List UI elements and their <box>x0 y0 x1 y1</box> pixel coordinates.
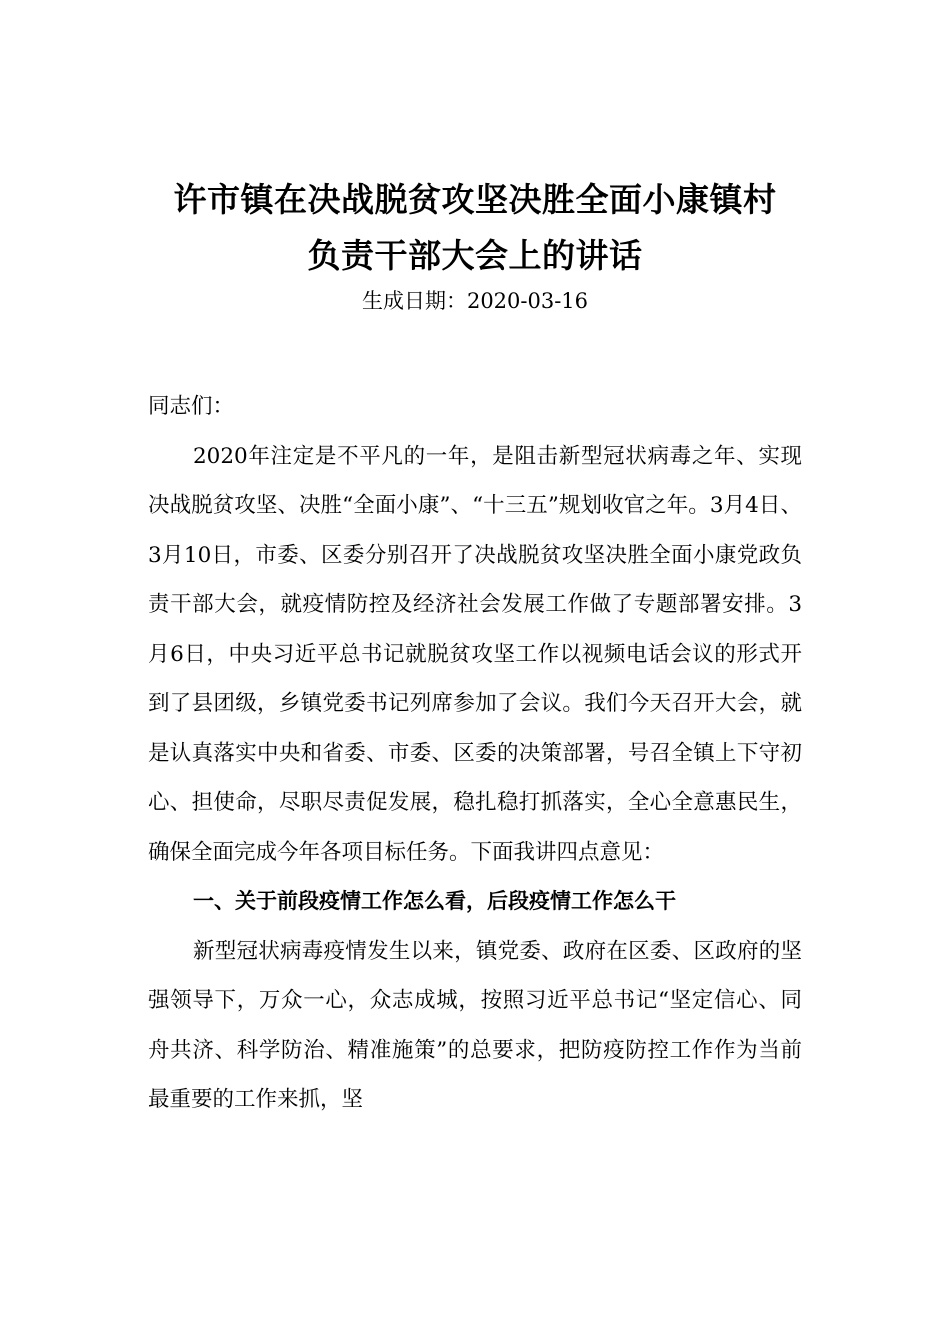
title-line-2: 负责干部大会上的讲话 <box>307 236 643 275</box>
document-body <box>148 382 802 1125</box>
generation-date: 生成日期：2020-03-16 <box>361 289 589 313</box>
document-title <box>148 172 802 284</box>
title-line-1: 许市镇在决战脱贫攻坚决胜全面小康镇村 <box>173 180 777 219</box>
paragraph-intro: 2020年注定是不平凡的一年，是阻击新型冠状病毒之年、实现决战脱贫攻坚、决胜“全面小康”、“十三五”规划收官之年。3月4日、3月10日，市委、区委分别召开了决战脱贫攻坚决胜全面小康党政负责干部大会，就疫情防控及经济社会发展工作做了专题部署安排。3月6日，中央习近平总书记就脱贫攻坚工作以视频电话会议的形式开到了县团级，乡镇党委书记列席参加了会议。我们今天召开大会，就是认真落实中央和省委、市委、区委的决策部署，号召全镇上下守初心、担使命，尽职尽责促发展，稳扎稳打抓落实，全心全意惠民生，确保全面完成今年各项目标任务。下面我讲四点意见： <box>148 443 802 865</box>
section-heading-1: 一、关于前段疫情工作怎么看，后段疫情工作怎么干 <box>193 889 676 913</box>
paragraph-section-1: 新型冠状病毒疫情发生以来，镇党委、政府在区委、区政府的坚强领导下，万众一心，众志成城，按照习近平总书记“坚定信心、同舟共济、科学防治、精准施策”的总要求，把防疫防控工作作为当前最重要的工作来抓，坚 <box>148 938 802 1112</box>
salutation: 同志们： <box>148 394 235 419</box>
